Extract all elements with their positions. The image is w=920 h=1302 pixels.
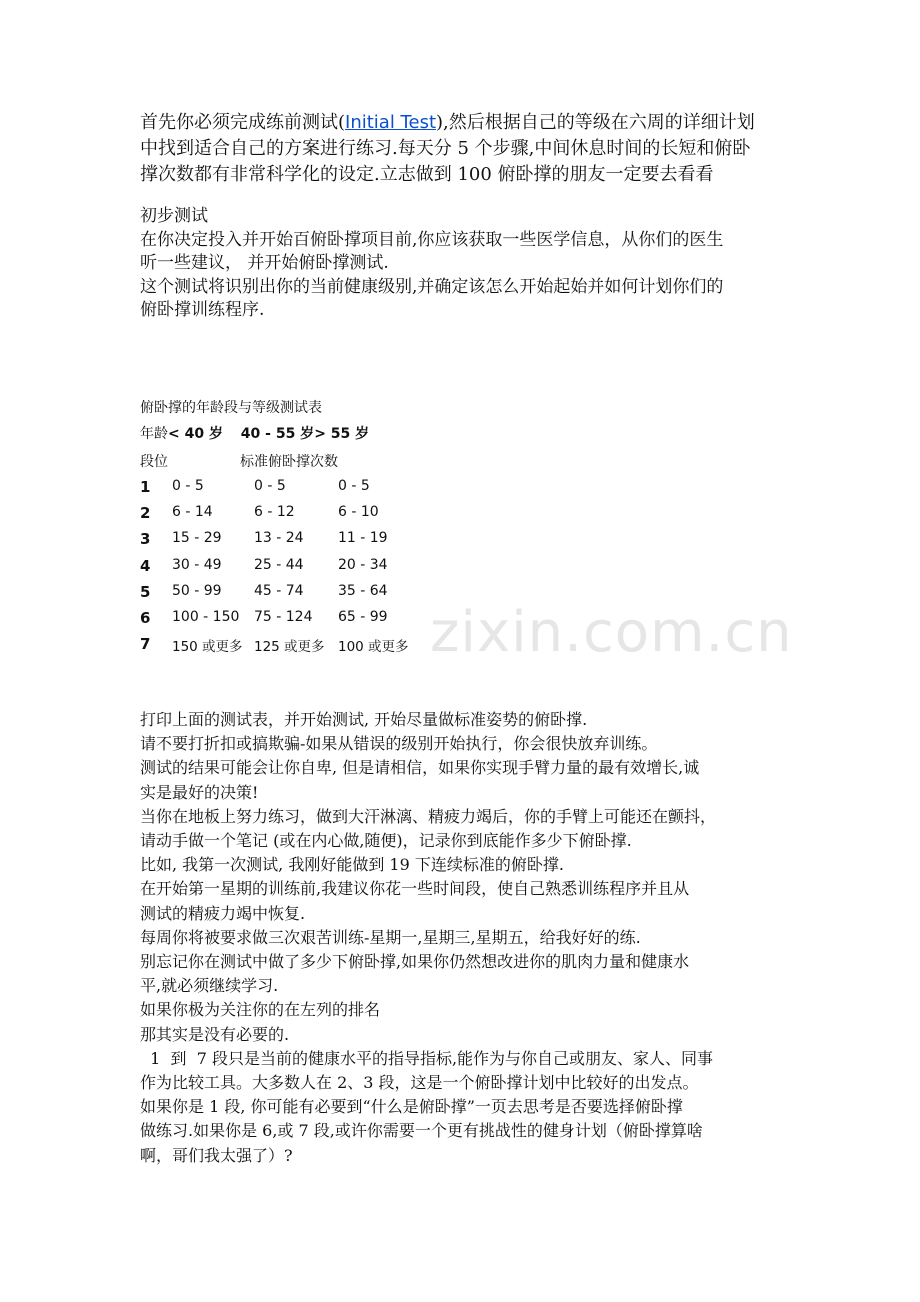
level-cell: 2 — [140, 504, 151, 522]
count-under-40: 100 - 150 — [172, 609, 240, 625]
body-line: 测试的结果可能会让你自卑, 但是请相信，如果你实现手臂力量的最有效增长,诚 — [140, 758, 700, 778]
body-line: 实是最好的决策! — [140, 782, 259, 802]
body-line: 每周你将被要求做三次艰苦训练-星期一,星期三,星期五，给我好好的练. — [140, 927, 641, 947]
body-line: 当你在地板上努力练习，做到大汗淋漓、精疲力竭后，你的手臂上可能还在颤抖， — [140, 806, 717, 826]
body-line: 请动手做一个笔记 (或在内心做,随便)，记录你到底能作多少下俯卧撑. — [140, 831, 632, 851]
count-over-55: 65 - 99 — [338, 609, 388, 625]
body-line: 作为比较工具。大多数人在 2、3 段，这是一个俯卧撑计划中比较好的出发点。 — [140, 1073, 699, 1093]
count-under-40: 6 - 14 — [172, 504, 213, 520]
age-label: 年龄 — [140, 426, 168, 442]
section-p2-line1: 这个测试将识别出你的当前健康级别,并确定该怎么开始起始并如何计划你们的 — [140, 276, 724, 297]
count-40-55: 125 或更多 — [254, 639, 325, 655]
body-line: 如果你是 1 段, 你可能有必要到“什么是俯卧撑”一页去思考是否要选择俯卧撑 — [140, 1097, 683, 1117]
intro-line-1 — [140, 110, 800, 136]
level-label: 段位 — [140, 454, 168, 470]
intro-line-1-pre: 首先你必须完成练前测试( — [140, 112, 346, 133]
table-subheader — [140, 451, 338, 471]
body-line: 请不要打折扣或搞欺骗-如果从错误的级别开始执行，你会很快放弃训练。 — [140, 734, 658, 754]
body-line: 做练习.如果你是 6,或 7 段,或许你需要一个更有挑战性的健身计划（俯卧撑算啥 — [140, 1121, 703, 1141]
age-group-under-40: < 40 岁 — [168, 426, 223, 442]
count-under-40: 30 - 49 — [172, 557, 222, 573]
count-40-55: 13 - 24 — [254, 530, 304, 546]
body-line: 比如, 我第一次测试, 我刚好能做到 19 下连续标准的俯卧撑. — [140, 855, 564, 875]
section-heading: 初步测试 — [140, 206, 208, 226]
body-line: 如果你极为关注你的在左列的排名 — [140, 1000, 381, 1020]
count-40-55: 0 - 5 — [254, 478, 286, 494]
level-cell: 5 — [140, 583, 151, 601]
body-line: 啊，哥们我太强了）? — [140, 1145, 293, 1165]
level-cell: 1 — [140, 478, 151, 496]
section-p2-line2: 俯卧撑训练程序. — [140, 300, 265, 320]
count-under-40: 15 - 29 — [172, 530, 222, 546]
intro-line-2: 中找到适合自己的方案进行练习.每天分 5 个步骤,中间休息时间的长短和俯卧 — [140, 138, 751, 159]
initial-test-link[interactable]: Initial Test — [345, 112, 437, 133]
intro-line-1-post: ),然后根据自己的等级在六周的详细计划 — [436, 112, 755, 133]
level-cell: 6 — [140, 609, 151, 627]
body-line: 打印上面的测试表，并开始测试, 开始尽量做标准姿势的俯卧撑. — [140, 710, 588, 729]
intro-paragraph — [140, 110, 800, 188]
age-group-40-55: 40 - 55 岁 — [240, 426, 315, 442]
count-over-55: 100 或更多 — [338, 639, 409, 655]
watermark: zixin.com.cn — [430, 600, 793, 665]
level-cell: 7 — [140, 635, 151, 653]
count-under-40: 50 - 99 — [172, 583, 222, 599]
section-p1-line1: 在你决定投入并开始百俯卧撑项目前,你应该获取一些医学信息，从你们的医生 — [140, 229, 724, 250]
count-label: 标准俯卧撑次数 — [240, 454, 338, 470]
count-40-55: 75 - 124 — [254, 609, 313, 625]
body-line: 那其实是没有必要的. — [140, 1024, 290, 1044]
count-under-40: 0 - 5 — [172, 478, 204, 494]
count-over-55: 11 - 19 — [338, 530, 388, 546]
body-line: 别忘记你在测试中做了多少下俯卧撑,如果你仍然想改进你的肌肉力量和健康水 — [140, 952, 690, 972]
age-group-over-55: > 55 岁 — [314, 426, 370, 442]
count-40-55: 25 - 44 — [254, 557, 304, 573]
count-over-55: 35 - 64 — [338, 583, 388, 599]
count-over-55: 20 - 34 — [338, 557, 388, 573]
body-line: 1 到 7 段只是当前的健康水平的指导指标,能作为与你自己或朋友、家人、同事 — [140, 1048, 714, 1068]
intro-line-3: 撑次数都有非常科学化的设定.立志做到 100 俯卧撑的朋友一定要去看看 — [140, 164, 714, 185]
count-40-55: 45 - 74 — [254, 583, 304, 599]
count-over-55: 6 - 10 — [338, 504, 379, 520]
body-line: 在开始第一星期的训练前,我建议你花一些时间段，使自己熟悉训练程序并且从 — [140, 879, 690, 899]
count-over-55: 0 - 5 — [338, 478, 370, 494]
level-cell: 3 — [140, 530, 151, 548]
age-header — [140, 423, 369, 443]
body-line: 平,就必须继续学习. — [140, 976, 279, 996]
section-p1-line2: 听一些建议， 并开始俯卧撑测试. — [140, 253, 389, 273]
level-cell: 4 — [140, 557, 151, 575]
count-under-40: 150 或更多 — [172, 639, 243, 655]
preliminary-test-section — [140, 205, 723, 323]
instructions-body — [140, 708, 800, 1168]
count-40-55: 6 - 12 — [254, 504, 295, 520]
table-title: 俯卧撑的年龄段与等级测试表 — [140, 400, 322, 416]
body-line: 测试的精疲力竭中恢复. — [140, 903, 306, 923]
